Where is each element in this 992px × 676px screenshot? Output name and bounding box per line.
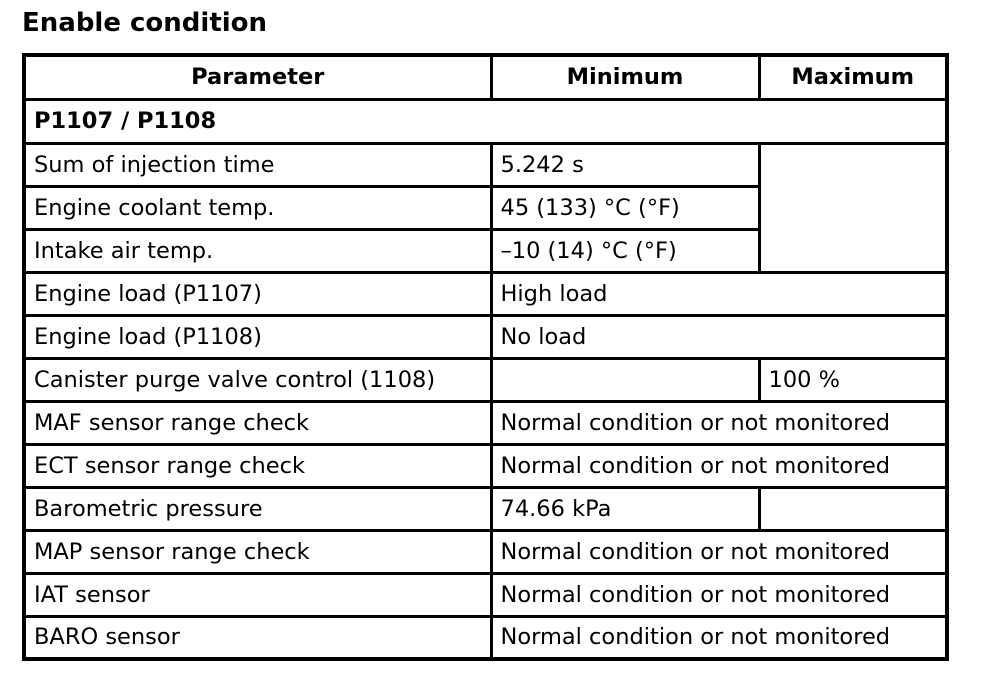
value-cell: Normal condition or not monitored [491,616,947,659]
parameter-cell: Sum of injection time [24,143,491,186]
page-title: Enable condition [22,8,268,38]
header-parameter: Parameter [24,55,491,99]
enable-condition-table [22,53,949,661]
minimum-cell: 74.66 kPa [491,487,759,530]
maximum-cell-empty [759,143,947,272]
parameter-cell: Engine load (P1107) [24,272,491,315]
table-group-row [24,99,947,143]
table-row [24,444,947,487]
table-row [24,315,947,358]
parameter-cell: IAT sensor [24,573,491,616]
table-row [24,143,947,186]
table-row [24,573,947,616]
parameter-cell: Barometric pressure [24,487,491,530]
table-row [24,358,947,401]
minimum-cell: 45 (133) °C (°F) [491,186,759,229]
table-row [24,616,947,659]
parameter-cell: MAP sensor range check [24,530,491,573]
minimum-cell: 5.242 s [491,143,759,186]
table-row [24,272,947,315]
minimum-cell [491,358,759,401]
group-label: P1107 / P1108 [24,99,947,143]
header-maximum: Maximum [759,55,947,99]
table-row [24,401,947,444]
maximum-cell: 100 % [759,358,947,401]
maximum-cell [759,487,947,530]
parameter-cell: Engine load (P1108) [24,315,491,358]
value-cell: Normal condition or not monitored [491,444,947,487]
table-row [24,530,947,573]
table-row [24,487,947,530]
value-cell: Normal condition or not monitored [491,401,947,444]
value-cell: Normal condition or not monitored [491,573,947,616]
table-header-row [24,55,947,99]
parameter-cell: ECT sensor range check [24,444,491,487]
parameter-cell: BARO sensor [24,616,491,659]
minimum-cell: –10 (14) °C (°F) [491,229,759,272]
header-minimum: Minimum [491,55,759,99]
value-cell: Normal condition or not monitored [491,530,947,573]
value-cell: No load [491,315,947,358]
parameter-cell: MAF sensor range check [24,401,491,444]
parameter-cell: Canister purge valve control (1108) [24,358,491,401]
parameter-cell: Engine coolant temp. [24,186,491,229]
value-cell: High load [491,272,947,315]
parameter-cell: Intake air temp. [24,229,491,272]
